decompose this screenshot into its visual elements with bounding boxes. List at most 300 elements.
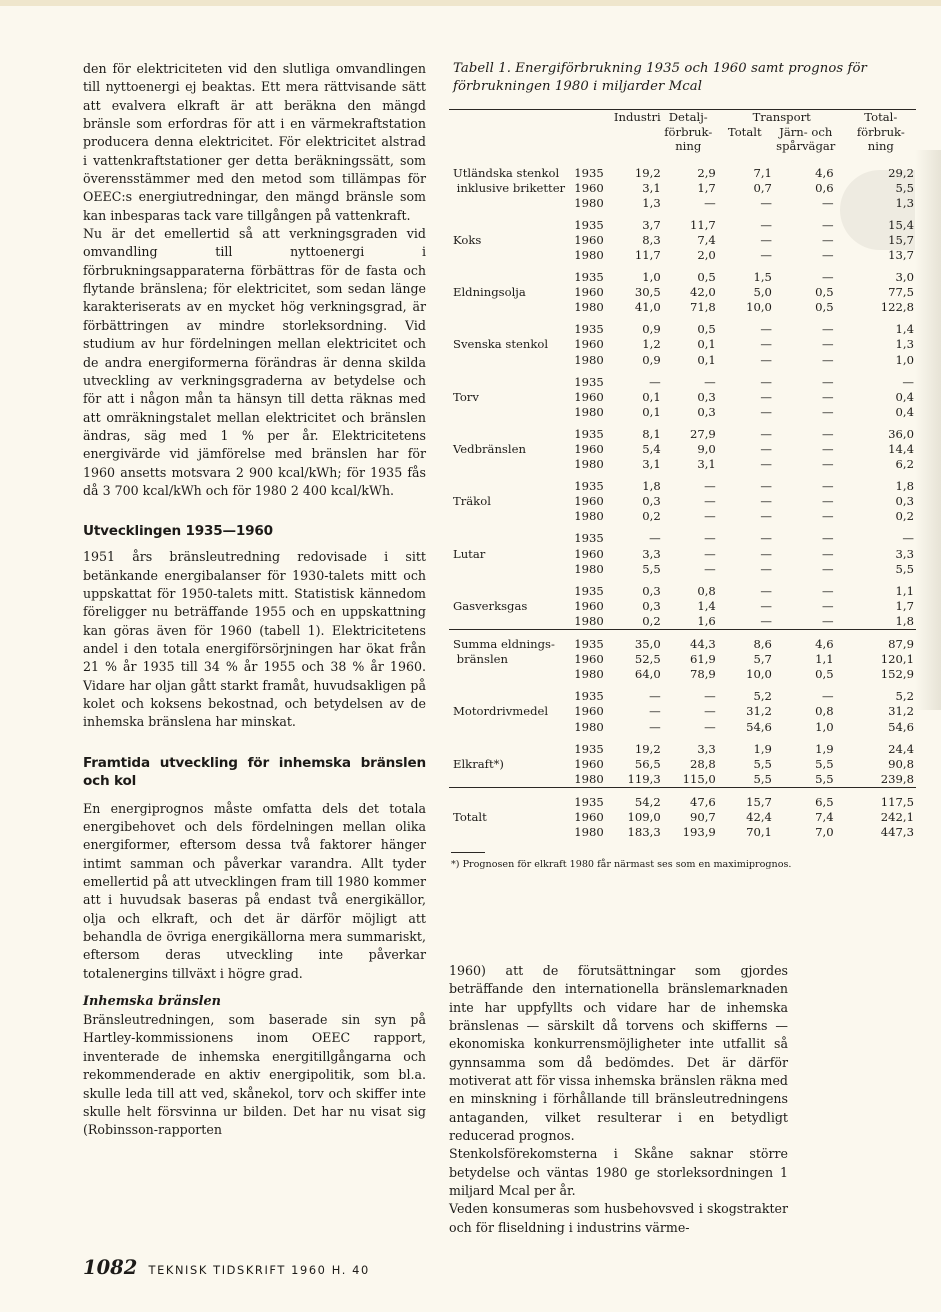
cell-tj: 0,5 xyxy=(815,300,834,315)
cell-tj: 5,5 xyxy=(815,756,834,771)
cell-year: 1980 xyxy=(574,613,604,628)
cell-tt: 0,7 xyxy=(753,180,772,195)
cell-year: 1960 xyxy=(574,232,604,247)
cell-year: 1935 xyxy=(574,787,614,810)
cell-tj: — xyxy=(822,546,834,561)
row-label xyxy=(449,787,574,810)
cell-det: 27,9 xyxy=(689,426,716,441)
cell-tot: 87,9 xyxy=(848,630,916,653)
row-label xyxy=(449,577,574,599)
cell-tt: — xyxy=(760,509,772,524)
cell-tot: 117,5 xyxy=(848,787,916,810)
table-row xyxy=(449,704,916,719)
section-heading: Utvecklingen 1935—1960 xyxy=(83,523,273,540)
cell-ind: 0,3 xyxy=(642,583,661,598)
cell-ind: 5,4 xyxy=(642,442,661,456)
table-row xyxy=(449,390,916,405)
cell-year: 1980 xyxy=(574,195,604,210)
table-row xyxy=(449,524,916,546)
row-label xyxy=(449,300,574,315)
table-row xyxy=(449,652,916,667)
cell-ind: — xyxy=(649,689,661,704)
cell-tot: 1,1 xyxy=(895,583,914,598)
cell-tot: 5,5 xyxy=(895,561,914,576)
cell-det: 90,7 xyxy=(689,809,716,824)
table-row xyxy=(449,562,916,577)
table-row xyxy=(449,248,916,263)
cell-year: 1980 xyxy=(574,561,604,576)
cell-det: 193,9 xyxy=(682,825,716,840)
page-number: 1082 xyxy=(83,1256,138,1279)
cell-tt: — xyxy=(760,546,772,561)
cell-tj: 0,5 xyxy=(815,285,834,300)
cell-tj: 1,9 xyxy=(815,741,834,756)
energy-table xyxy=(449,110,916,840)
cell-tj: — xyxy=(822,352,834,367)
table-row xyxy=(449,315,916,337)
row-label xyxy=(449,196,574,211)
cell-tj: 4,6 xyxy=(815,165,834,180)
cell-ind: 1,3 xyxy=(642,195,661,210)
header-detalj: Detalj-förbruk-ning xyxy=(664,110,713,153)
cell-year: 1980 xyxy=(574,667,604,682)
row-label: Utländska stenkol xyxy=(453,165,560,180)
cell-det: 1,4 xyxy=(697,598,716,613)
cell-tj: — xyxy=(822,613,834,628)
table-row xyxy=(449,757,916,772)
table-row xyxy=(449,720,916,735)
cell-year: 1935 xyxy=(574,583,604,598)
cell-det: — xyxy=(704,546,716,561)
table-row xyxy=(449,233,916,248)
cell-tot: 1,4 xyxy=(895,322,914,337)
table-block xyxy=(449,60,916,871)
cell-year: 1980 xyxy=(574,404,604,419)
row-label: Totalt xyxy=(453,809,487,824)
cell-tj: 0,5 xyxy=(815,667,834,682)
header-transport-jarn: Järn- och spårvägar xyxy=(776,124,836,153)
cell-ind: — xyxy=(649,374,661,389)
cell-det: 61,9 xyxy=(689,652,716,667)
cell-tt: — xyxy=(760,247,772,262)
cell-tot: 120,1 xyxy=(880,652,914,667)
cell-year: 1935 xyxy=(574,426,604,441)
page-footer xyxy=(83,1256,370,1279)
table-row xyxy=(449,154,916,181)
cell-year: 1960 xyxy=(574,494,604,509)
cell-tot: 1,3 xyxy=(895,337,914,352)
cell-det: 3,3 xyxy=(697,741,716,756)
cell-year: 1960 xyxy=(574,389,604,404)
row-label: inklusive briketter xyxy=(453,180,566,195)
row-label: Motordrivmedel xyxy=(453,704,549,719)
right-column-text xyxy=(449,962,788,1237)
cell-det: — xyxy=(704,561,716,576)
cell-tt: 10,0 xyxy=(746,667,772,682)
subheading: Inhemska bränslen xyxy=(83,994,221,1010)
table-row xyxy=(449,263,916,285)
row-label xyxy=(449,509,574,524)
cell-tot: 5,5 xyxy=(895,180,914,195)
table-row xyxy=(449,285,916,300)
cell-tt: — xyxy=(760,404,772,419)
cell-year: 1960 xyxy=(574,598,604,613)
cell-ind: 11,7 xyxy=(634,247,661,262)
cell-year: 1980 xyxy=(574,352,604,367)
cell-ind: 0,1 xyxy=(642,404,661,419)
cell-year: 1980 xyxy=(574,300,604,315)
row-label xyxy=(449,420,574,442)
row-label xyxy=(449,248,574,263)
cell-det: — xyxy=(704,509,716,524)
table-row xyxy=(449,405,916,420)
cell-year: 1960 xyxy=(574,337,604,352)
row-label: Torv xyxy=(453,389,479,404)
cell-ind: 3,7 xyxy=(642,217,661,232)
table-row xyxy=(449,494,916,509)
cell-det: 78,9 xyxy=(689,667,716,682)
table-row xyxy=(449,682,916,704)
cell-tt: 5,5 xyxy=(753,771,772,786)
header-industri: Industri xyxy=(613,110,661,124)
table-row xyxy=(449,442,916,457)
table-row xyxy=(449,368,916,390)
body-paragraph: Stenkolsförekomsterna i Skåne saknar större betydelse och väntas 1980 ge storleksordningen 1 miljard Mcal per år. xyxy=(449,1146,788,1199)
cell-year: 1960 xyxy=(574,546,604,561)
cell-tot: 3,0 xyxy=(895,270,914,285)
cell-year: 1935 xyxy=(574,741,604,756)
cell-tt: — xyxy=(760,479,772,494)
row-label xyxy=(449,562,574,577)
row-label xyxy=(449,405,574,420)
cell-tt: — xyxy=(760,195,772,210)
cell-tj: — xyxy=(822,442,834,456)
cell-tot: — xyxy=(902,374,914,389)
cell-det: 9,0 xyxy=(697,442,716,456)
cell-tj: 4,6 xyxy=(778,630,848,653)
cell-det: 0,1 xyxy=(697,352,716,367)
cell-tt: 5,7 xyxy=(753,652,772,667)
cell-ind: 0,3 xyxy=(642,494,661,509)
row-label xyxy=(449,667,574,682)
table-row xyxy=(449,577,916,599)
left-column xyxy=(83,60,426,1140)
table-row xyxy=(449,735,916,757)
cell-year: 1935 xyxy=(574,322,604,337)
cell-det: 47,6 xyxy=(661,787,716,810)
cell-tot: 54,6 xyxy=(888,719,914,734)
body-paragraph: En energiprognos måste omfatta dels det totala energibehovet och dels fördelningen mellan olika energiformer, eftersom dessa två faktorer hänger intimt samman och påverkar varandra. Allt tyder emellertid på att utvecklingen fram till 1980 kommer att i huvudsak baseras på endast två energikällor, olja och elkraft, och det är därför möjligt att behandla de övriga energikällorna mera summariskt, eftersom deras utveckling inte påverkar totalenergins tillväxt i högre grad. xyxy=(83,800,426,981)
cell-tt: — xyxy=(760,217,772,232)
header-total: Total-förbruk-ning xyxy=(856,110,905,153)
cell-tot: 0,3 xyxy=(895,494,914,509)
body-paragraph: 1960) att de förutsättningar som gjordes beträffande den internationella bränslemarknaden inte har uppfyllts och vidare har de inhemska bränslenas — särskilt då torvens och skifferns — ekonomiska konkurrensmöjligheter inte utfallit så gynnsamma som då bedömdes. Det är därför motiverat att för vissa inhemska bränslen räkna med en minskning i förhållande till bränsleutredningens antaganden, vilket resulterar i en betydligt reducerad prognos. xyxy=(449,963,788,1144)
cell-tt: — xyxy=(760,598,772,613)
cell-ind: — xyxy=(649,719,661,734)
row-label: Elkraft*) xyxy=(453,756,504,771)
cell-ind: — xyxy=(649,531,661,546)
cell-ind: 0,3 xyxy=(642,598,661,613)
row-label xyxy=(449,263,574,285)
cell-det: 71,8 xyxy=(689,300,716,315)
cell-tot: 15,4 xyxy=(888,217,914,232)
footnote-rule xyxy=(451,852,485,853)
cell-ind: 3,3 xyxy=(642,546,661,561)
cell-det: 28,8 xyxy=(689,756,716,771)
cell-tt: 10,0 xyxy=(746,300,772,315)
cell-det: 0,5 xyxy=(697,270,716,285)
cell-det: 7,4 xyxy=(697,232,716,247)
cell-tot: 1,8 xyxy=(895,613,914,628)
cell-ind: 119,3 xyxy=(627,771,661,786)
table-row xyxy=(449,300,916,315)
cell-tj: — xyxy=(822,494,834,509)
cell-tot: 6,2 xyxy=(895,457,914,472)
cell-tt: 70,1 xyxy=(746,825,772,840)
cell-ind: 30,5 xyxy=(634,285,661,300)
cell-det: 44,3 xyxy=(661,630,716,653)
cell-tj: — xyxy=(822,404,834,419)
cell-det: 1,6 xyxy=(697,613,716,628)
cell-tj: — xyxy=(822,561,834,576)
table-row xyxy=(449,353,916,368)
cell-tot: 0,4 xyxy=(895,389,914,404)
body-paragraph: Bränsleutredningen, som baserade sin syn på Hartley-kommissionens inom OEEC rapport, inventerade de inhemska energitillgångarna och rekommenderade en aktiv energipolitik, som bl.a. skulle leda till att ved, skånekol, torv och skiffer inte skulle helt försvinna ur bilden. Det har nu visat sig (Robinsson-rapporten xyxy=(83,1012,426,1138)
cell-tj: 6,5 xyxy=(778,787,848,810)
cell-ind: 64,0 xyxy=(634,667,661,682)
cell-tt: 1,5 xyxy=(753,270,772,285)
cell-tt: — xyxy=(760,232,772,247)
cell-det: — xyxy=(704,704,716,719)
cell-ind: 3,1 xyxy=(642,180,661,195)
cell-tot: 31,2 xyxy=(888,704,914,719)
body-paragraph: 1951 års bränsleutredning redovisade i sitt betänkande energibalanser för 1930-talets mitt och uppskattat för 1950-talets mitt. Statistisk kännedom föreligger nu beträffande 1955 och en uppskattning kan göras även för 1960 (tabell 1). Elektricitetens andel i den totala energiförsörjningen har ökat från 21 % år 1935 till 34 % år 1955 och 38 % år 1960. Vidare har oljan gått starkt framåt, huvudsakligen på kolet och koksens bekostnad, och betydelsen av de inhemska bränslena har minskat. xyxy=(83,549,426,730)
cell-tj: — xyxy=(822,270,834,285)
table-row xyxy=(449,472,916,494)
cell-year: 1960 xyxy=(574,756,604,771)
cell-ind: 19,2 xyxy=(634,165,661,180)
cell-year: 1960 xyxy=(574,704,604,719)
cell-tot: 1,3 xyxy=(895,195,914,210)
cell-tot: 29,2 xyxy=(888,165,914,180)
cell-ind: 19,2 xyxy=(634,741,661,756)
cell-tj: — xyxy=(822,389,834,404)
row-label: Summa eldnings- xyxy=(449,630,574,653)
cell-tj: — xyxy=(822,583,834,598)
row-label: Eldningsolja xyxy=(453,285,526,300)
cell-year: 1935 xyxy=(574,531,604,546)
cell-tot: 242,1 xyxy=(880,809,914,824)
cell-ind: 0,2 xyxy=(642,613,661,628)
cell-det: 3,1 xyxy=(697,457,716,472)
cell-tot: 1,7 xyxy=(895,598,914,613)
cell-ind: 8,3 xyxy=(642,232,661,247)
row-label xyxy=(449,315,574,337)
cell-ind: 56,5 xyxy=(634,756,661,771)
body-paragraph: Nu är det emellertid så att verkningsgraden vid omvandling till nyttoenergi i förbrukningsapparaterna förbättras för de fasta och flytande bränslena; för elektricitet, som sedan länge karakteriserats av en mycket hög verkningsgrad, är förbättringen av mindre storleksordning. Vid studium av hur fördelningen mellan elektricitet och de andra energiformerna förändras är denna skilda utveckling av verkningsgraderna av betydelse och för att i någon mån ta hänsyn till detta räknas med att omräkningstalet mellan elektricitet och bränslen ändras, säg med 1 % per år. Elektricitetens energivärde vid jämförelse med bränslen har för 1960 ansetts motsvara 2 900 kcal/kWh; för 1935 fås då 3 700 kcal/kWh och för 1980 2 400 kcal/kWh. xyxy=(83,226,426,498)
cell-year: 1980 xyxy=(574,719,604,734)
cell-year: 1980 xyxy=(574,457,604,472)
cell-det: 0,5 xyxy=(697,322,716,337)
cell-tt: 54,6 xyxy=(746,719,772,734)
cell-tt: — xyxy=(760,374,772,389)
table-row xyxy=(449,599,916,614)
cell-tt: — xyxy=(760,613,772,628)
row-label: Träkol xyxy=(453,494,491,509)
cell-det: — xyxy=(704,531,716,546)
cell-ind: 1,8 xyxy=(642,479,661,494)
cell-year: 1935 xyxy=(574,270,604,285)
row-label: Koks xyxy=(453,232,482,247)
table-row xyxy=(449,509,916,524)
table-row xyxy=(449,630,916,653)
row-label xyxy=(449,614,574,630)
cell-tt: 42,4 xyxy=(746,809,772,824)
cell-year: 1980 xyxy=(574,509,604,524)
row-label xyxy=(449,735,574,757)
cell-tt: — xyxy=(760,322,772,337)
cell-year: 1935 xyxy=(574,630,614,653)
table-row xyxy=(449,547,916,562)
journal-name: TEKNISK TIDSKRIFT 1960 H. 40 xyxy=(148,1263,370,1277)
cell-tot: 3,3 xyxy=(895,546,914,561)
table-row xyxy=(449,667,916,682)
cell-tot: 15,7 xyxy=(888,232,914,247)
table-row xyxy=(449,825,916,840)
table-row xyxy=(449,337,916,352)
cell-det: 0,3 xyxy=(697,404,716,419)
row-label xyxy=(449,472,574,494)
cell-tj: 1,0 xyxy=(815,719,834,734)
cell-tj: — xyxy=(822,217,834,232)
cell-tt: — xyxy=(760,337,772,352)
cell-tt: 5,2 xyxy=(753,689,772,704)
table-row xyxy=(449,457,916,472)
row-label xyxy=(449,524,574,546)
cell-tj: — xyxy=(822,247,834,262)
cell-tj: — xyxy=(822,337,834,352)
cell-tt: — xyxy=(760,442,772,456)
cell-ind: 3,1 xyxy=(642,457,661,472)
cell-tt: 15,7 xyxy=(716,787,778,810)
cell-ind: 52,5 xyxy=(634,652,661,667)
table-caption: Tabell 1. Energiförbrukning 1935 och 1960 samt prognos för förbrukningen 1980 i miljarder Mcal xyxy=(453,61,867,94)
cell-tot: 77,5 xyxy=(888,285,914,300)
cell-year: 1980 xyxy=(574,247,604,262)
row-label: bränslen xyxy=(453,652,509,667)
cell-tj: 5,5 xyxy=(815,771,834,786)
cell-tot: 0,4 xyxy=(895,404,914,419)
table-row xyxy=(449,181,916,196)
cell-tt: — xyxy=(760,457,772,472)
cell-tj: — xyxy=(822,598,834,613)
cell-tj: 0,6 xyxy=(815,180,834,195)
cell-tt: 8,6 xyxy=(716,630,778,653)
cell-ind: 54,2 xyxy=(614,787,661,810)
cell-det: — xyxy=(704,689,716,704)
cell-year: 1960 xyxy=(574,652,604,667)
cell-tt: — xyxy=(760,561,772,576)
row-label: Svenska stenkol xyxy=(453,337,549,352)
table-row xyxy=(449,196,916,211)
cell-ind: 0,9 xyxy=(642,322,661,337)
row-label xyxy=(449,457,574,472)
header-transport-totalt: Totalt xyxy=(727,124,762,139)
body-paragraph: Veden konsumeras som husbehovsved i skogstrakter och för fliseldning i industrins värme- xyxy=(449,1201,788,1235)
cell-tot: 5,2 xyxy=(895,689,914,704)
cell-tt: 1,9 xyxy=(753,741,772,756)
cell-year: 1935 xyxy=(574,689,604,704)
cell-tj: 7,0 xyxy=(815,825,834,840)
cell-year: 1980 xyxy=(574,825,604,840)
cell-tt: 5,0 xyxy=(753,285,772,300)
cell-year: 1960 xyxy=(574,180,604,195)
cell-tt: — xyxy=(760,494,772,509)
cell-tot: 1,0 xyxy=(895,352,914,367)
cell-det: — xyxy=(704,195,716,210)
cell-det: 1,7 xyxy=(697,180,716,195)
cell-tt: 7,1 xyxy=(753,165,772,180)
row-label xyxy=(449,353,574,368)
cell-ind: 183,3 xyxy=(627,825,661,840)
table-row xyxy=(449,810,916,825)
row-label xyxy=(449,682,574,704)
cell-year: 1935 xyxy=(574,479,604,494)
table-row xyxy=(449,772,916,788)
page-edge-shadow xyxy=(915,150,941,710)
cell-tj: 1,1 xyxy=(815,652,834,667)
cell-year: 1980 xyxy=(574,771,604,786)
cell-year: 1960 xyxy=(574,809,604,824)
cell-ind: 1,2 xyxy=(642,337,661,352)
cell-tot: 24,4 xyxy=(888,741,914,756)
cell-ind: 0,9 xyxy=(642,352,661,367)
cell-year: 1960 xyxy=(574,285,604,300)
cell-tj: — xyxy=(822,531,834,546)
cell-det: 2,9 xyxy=(697,165,716,180)
cell-det: 42,0 xyxy=(689,285,716,300)
cell-tot: 239,8 xyxy=(880,771,914,786)
cell-year: 1935 xyxy=(574,374,604,389)
cell-ind: 8,1 xyxy=(642,426,661,441)
table-row xyxy=(449,614,916,630)
cell-tj: 7,4 xyxy=(815,809,834,824)
cell-tt: 31,2 xyxy=(746,704,772,719)
table-body xyxy=(449,154,916,841)
cell-tot: 1,8 xyxy=(895,479,914,494)
cell-det: — xyxy=(704,479,716,494)
cell-tot: — xyxy=(902,531,914,546)
cell-det: 11,7 xyxy=(689,217,716,232)
cell-tot: 14,4 xyxy=(888,442,914,456)
table-row xyxy=(449,211,916,233)
cell-tt: — xyxy=(760,531,772,546)
cell-tot: 152,9 xyxy=(880,667,914,682)
cell-det: 0,1 xyxy=(697,337,716,352)
cell-tj: — xyxy=(822,195,834,210)
cell-tot: 36,0 xyxy=(888,426,914,441)
body-paragraph: den för elektriciteten vid den slutliga omvandlingen till nyttoenergi ej beaktas. Ett mera rättvisande sätt att evalvera elkraft är att beräkna den mängd bränsle som erfordras för att i en värmekraftstation producera denna elektricitet. För elektricitet alstrad i vattenkraftstationer ger detta beräkningssätt, som överensstämmer med den metod som tillämpas för OEEC:s energiutredningar, den mängd bränsle som kan inbesparas tack vare tillgången på vattenkraft. xyxy=(83,61,426,223)
cell-tot: 13,7 xyxy=(888,247,914,262)
cell-ind: — xyxy=(649,704,661,719)
cell-ind: 5,5 xyxy=(642,561,661,576)
cell-tt: — xyxy=(760,426,772,441)
cell-year: 1960 xyxy=(574,442,604,456)
row-label: Vedbränslen xyxy=(453,442,526,456)
cell-ind: 0,1 xyxy=(642,389,661,404)
row-label: Gasverksgas xyxy=(453,598,528,613)
cell-tot: 90,8 xyxy=(888,756,914,771)
